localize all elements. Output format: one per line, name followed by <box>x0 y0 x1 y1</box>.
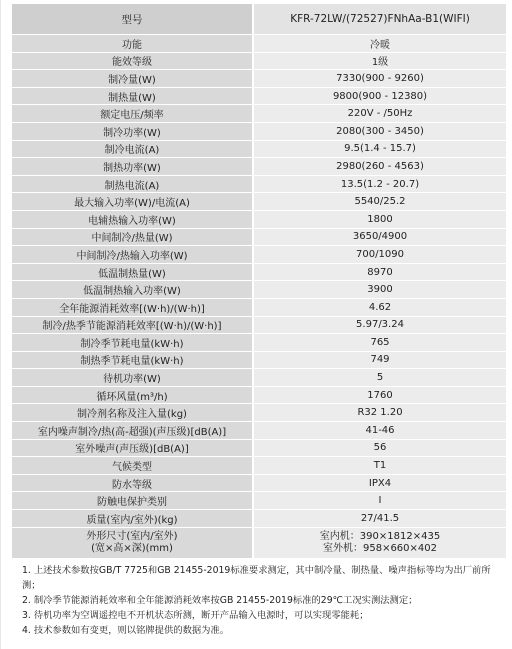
footnote-4: 4. 技术参数如有变更，则以铭牌提供的数据为准。 <box>22 625 230 636</box>
table-row <box>12 193 506 211</box>
spec-value: 700/1090 <box>253 246 506 264</box>
table-row <box>12 210 506 228</box>
spec-label: 最大输入功率(W)/电流(A) <box>12 193 253 211</box>
dimensions-label-line1: 外形尺寸(室内/室外) <box>86 530 178 542</box>
spec-value: I <box>253 492 506 510</box>
spec-value: 4.62 <box>253 298 506 316</box>
table-row <box>12 422 506 440</box>
spec-value: 13.5(1.2 - 20.7) <box>253 175 506 193</box>
footnote-3: 3. 待机功率为空调遥控电不开机状态所测，断开产品输入电源时，可以实现零能耗； <box>22 610 369 621</box>
spec-value: 5540/25.2 <box>253 193 506 211</box>
spec-label: 全年能源消耗效率[(W·h)/(W·h)] <box>12 298 253 316</box>
dimensions-value <box>253 527 506 558</box>
spec-label: 低温制热量(W) <box>12 263 253 281</box>
spec-value: 2080(300 - 3450) <box>253 122 506 140</box>
spec-label: 待机功率(W) <box>12 369 253 387</box>
footnote-1: 1. 上述技术参数按GB/T 7725和GB 21455-2019标准要求测定，其中制冷量、制热量、噪声指标等均为出厂前所测； <box>22 565 491 591</box>
table-row <box>12 246 506 264</box>
table-row <box>12 386 506 404</box>
spec-label: 额定电压/频率 <box>12 105 253 123</box>
spec-label: 制热季节耗电量(kW·h) <box>12 351 253 369</box>
spec-value: IPX4 <box>253 474 506 492</box>
footnote-2: 2. 制冷季节能源消耗效率和全年能源消耗效率按GB 21455-2019标准的29℃工况实测法测定； <box>22 595 418 606</box>
spec-value: 749 <box>253 351 506 369</box>
table-row <box>12 158 506 176</box>
table-row <box>12 298 506 316</box>
spec-value: 5.97/3.24 <box>253 316 506 334</box>
spec-label: 质量(室内/室外)(kg) <box>12 510 253 528</box>
spec-value: 8970 <box>253 263 506 281</box>
table-row <box>12 70 506 88</box>
spec-value: 765 <box>253 334 506 352</box>
spec-value: T1 <box>253 457 506 475</box>
model-value: KFR-72LW/(72527)FNhAa-B1(WIFI) <box>253 4 506 35</box>
spec-value: 1760 <box>253 386 506 404</box>
table-row <box>12 140 506 158</box>
spec-label: 制热量(W) <box>12 87 253 105</box>
table-row <box>12 457 506 475</box>
spec-label: 防触电保护类别 <box>12 492 253 510</box>
table-row <box>12 263 506 281</box>
spec-label: 中间制冷/热输入功率(W) <box>12 246 253 264</box>
indoor-dimensions: 室内机：390×1812×435 <box>319 530 441 542</box>
dimensions-row <box>12 527 506 558</box>
spec-value: 冷暖 <box>253 35 506 53</box>
table-row <box>12 228 506 246</box>
table-row <box>12 52 506 70</box>
spec-label: 室外噪声(声压级)[dB(A)] <box>12 439 253 457</box>
page-edge <box>0 0 1 649</box>
spec-label: 制冷剂名称及注入量(kg) <box>12 404 253 422</box>
spec-label: 功能 <box>12 35 253 53</box>
dimensions-label-line2: (宽×高×深)(mm) <box>91 542 173 554</box>
table-row <box>12 35 506 53</box>
spec-label: 循环风量(m³/h) <box>12 386 253 404</box>
table-row <box>12 351 506 369</box>
spec-value: 27/41.5 <box>253 510 506 528</box>
spec-value: 1级 <box>253 52 506 70</box>
spec-label: 制冷功率(W) <box>12 122 253 140</box>
spec-value: 5 <box>253 369 506 387</box>
table-row <box>12 510 506 528</box>
footnotes <box>22 563 502 638</box>
spec-sheet <box>12 4 504 559</box>
spec-label: 制冷电流(A) <box>12 140 253 158</box>
spec-value: 9800(900 - 12380) <box>253 87 506 105</box>
spec-label: 制冷季节耗电量(kW·h) <box>12 334 253 352</box>
table-row <box>12 404 506 422</box>
outdoor-dimensions: 室外机：958×660×402 <box>322 542 438 554</box>
spec-label: 能效等级 <box>12 52 253 70</box>
spec-label: 制冷/热季节能源消耗效率[(W·h)/(W·h)] <box>12 316 253 334</box>
spec-value: 41-46 <box>253 422 506 440</box>
table-row <box>12 175 506 193</box>
spec-label: 制热电流(A) <box>12 175 253 193</box>
table-row <box>12 122 506 140</box>
spec-label: 低温制热输入功率(W) <box>12 281 253 299</box>
spec-value: 7330(900 - 9260) <box>253 70 506 88</box>
spec-label: 制冷量(W) <box>12 70 253 88</box>
table-row <box>12 334 506 352</box>
model-label: 型号 <box>12 4 253 35</box>
spec-label: 气候类型 <box>12 457 253 475</box>
spec-value: R32 1.20 <box>253 404 506 422</box>
table-row <box>12 316 506 334</box>
spec-value: 56 <box>253 439 506 457</box>
table-row <box>12 87 506 105</box>
spec-value: 2980(260 - 4563) <box>253 158 506 176</box>
table-row <box>12 369 506 387</box>
table-row <box>12 439 506 457</box>
spec-value: 3900 <box>253 281 506 299</box>
table-row <box>12 105 506 123</box>
spec-value: 3650/4900 <box>253 228 506 246</box>
spec-label: 制热功率(W) <box>12 158 253 176</box>
table-row <box>12 281 506 299</box>
spec-value: 1800 <box>253 210 506 228</box>
spec-label: 电辅热输入功率(W) <box>12 210 253 228</box>
spec-value: 9.5(1.4 - 15.7) <box>253 140 506 158</box>
table-row <box>12 492 506 510</box>
spec-label: 防水等级 <box>12 474 253 492</box>
spec-table <box>12 4 506 559</box>
table-row <box>12 474 506 492</box>
spec-label: 室内噪声制冷/热(高-超强)(声压级)[dB(A)] <box>12 422 253 440</box>
spec-value: 220V - /50Hz <box>253 105 506 123</box>
spec-label: 中间制冷/热量(W) <box>12 228 253 246</box>
dimensions-label <box>12 527 253 558</box>
table-header-row <box>12 4 506 35</box>
